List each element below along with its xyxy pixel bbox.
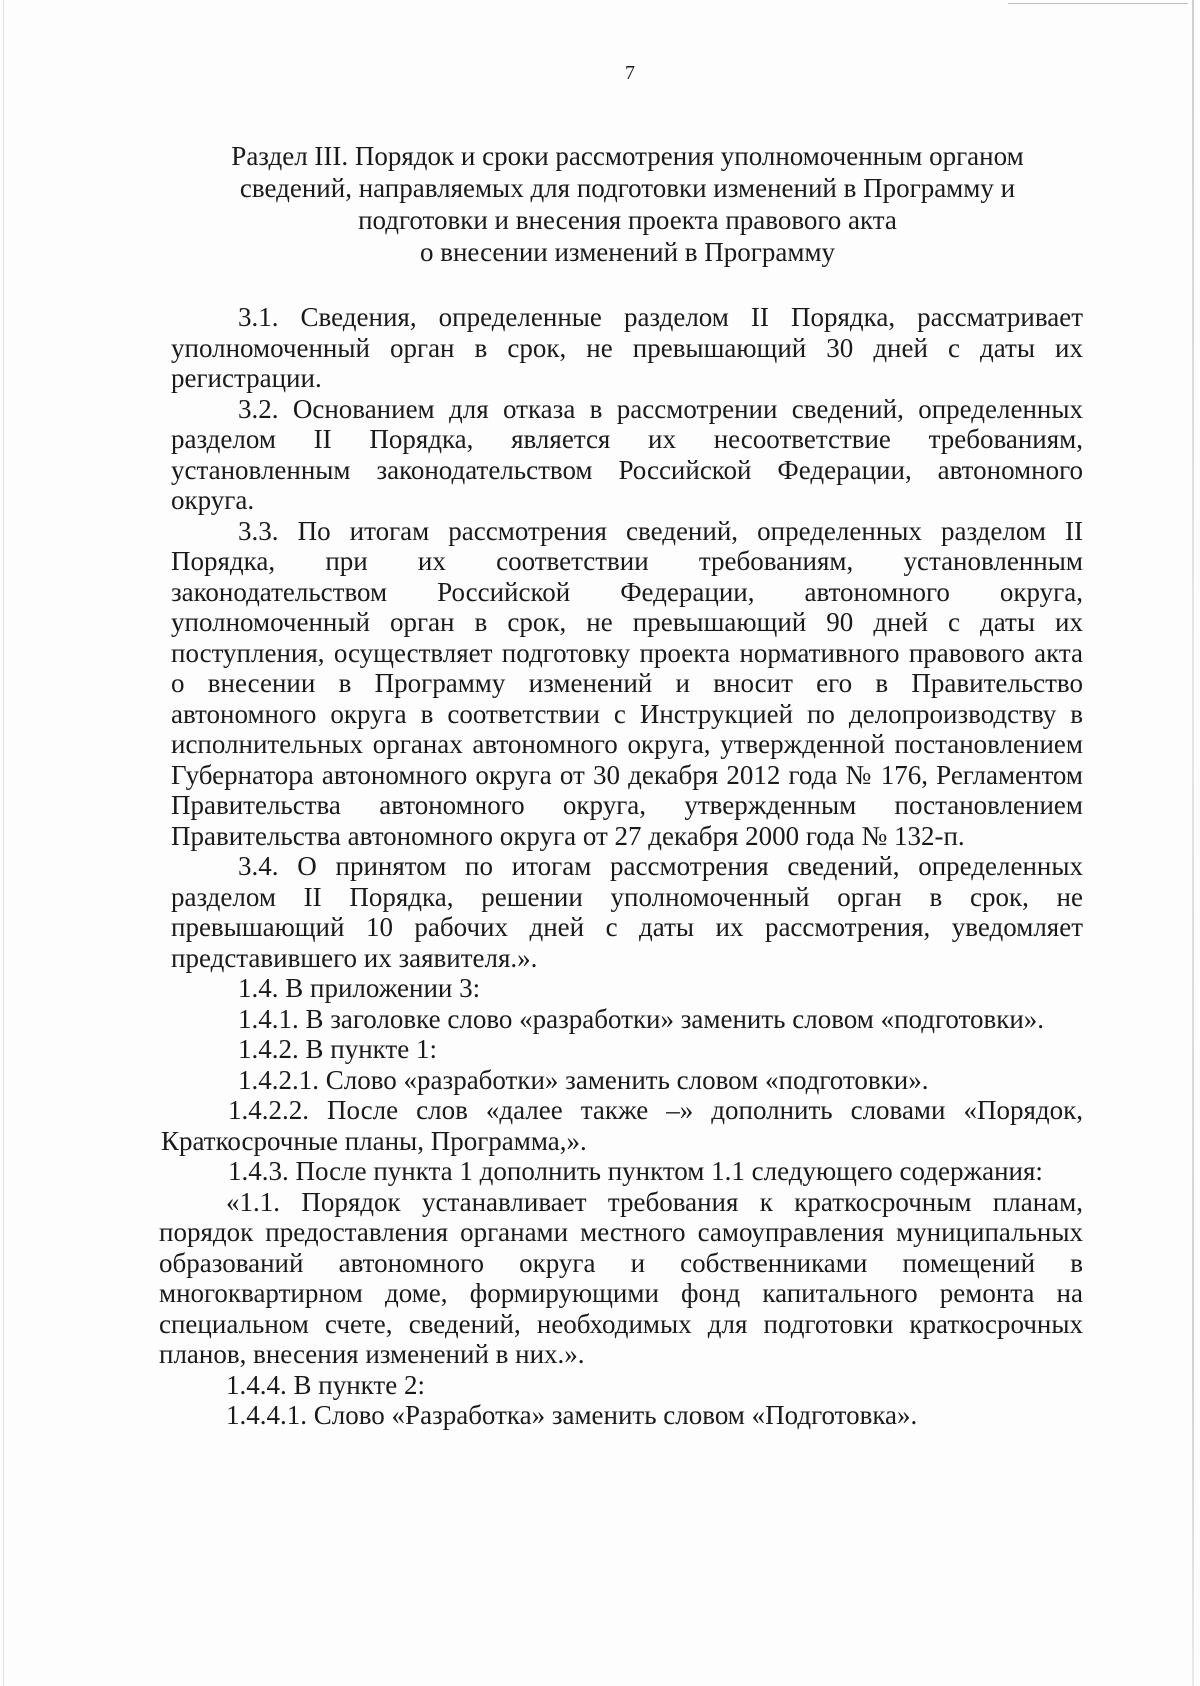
paragraph-1-4-2-1: 1.4.2.1. Слово «разработки» заменить словом «подготовки». — [238, 1064, 929, 1095]
section-heading-line: подготовки и внесения проекта правового акта — [358, 205, 897, 235]
scan-edge-right — [1192, 0, 1194, 1686]
scan-top-line — [1008, 3, 1188, 4]
section-heading — [190, 140, 1065, 268]
paragraph-quote-1-1: «1.1. Порядок устанавливает требования к краткосрочным планам, порядок предоставления органами местного самоуправления муниципальных образований автономного округа и собственниками помещений в многоквартирном доме, формирующими фонд капитального ремонта на специальном счете, сведений, необходимых для подготовки краткосрочных планов, внесения изменений в них.». — [159, 1186, 1083, 1369]
page-number: 7 — [625, 62, 635, 84]
paragraph-1-4-4-1: 1.4.4.1. Слово «Разработка» заменить словом «Подготовка». — [226, 1400, 918, 1430]
paragraph-1-4-1: 1.4.1. В заголовке слово «разработки» заменить словом «подготовки». — [238, 1003, 1045, 1034]
paragraph-3-4: 3.4. О принятом по итогам рассмотрения сведений, определенных разделом II Порядка, решении уполномоченный орган в срок, не превышающий 10 рабочих дней с даты их рассмотрения, уведомляет представившего их заявителя.». — [171, 851, 1083, 973]
paragraph-1-4-2: 1.4.2. В пункте 1: — [238, 1034, 437, 1064]
scan-edge-left — [3, 0, 4, 1686]
paragraph-1-4-4: 1.4.4. В пункте 2: — [226, 1369, 425, 1400]
paragraph-1-4-3: 1.4.3. После пункта 1 дополнить пунктом 1.1 следующего содержания: — [228, 1156, 1043, 1186]
section-heading-line: о внесении изменений в Программу — [419, 237, 836, 267]
paragraph-3-1: 3.1. Сведения, определенные разделом II Порядка, рассматривает уполномоченный орган в срок, не превышающий 30 дней с даты их регистрации. — [171, 302, 1083, 393]
document-body — [159, 302, 1083, 1431]
paragraph-3-3: 3.3. По итогам рассмотрения сведений, определенных разделом II Порядка, при их соответствии требованиям, установленным законодательством Российской Федерации, автономного округа, уполномоченный орган в срок, не превышающий 90 дней с даты их поступления, осуществляет подготовку проекта нормативного правового акта о внесении в Программу изменений и вносит его в Правительство автономного округа в соответствии с Инструкцией по делопроизводству в исполнительных органах автономного округа, утвержденной постановлением Губернатора автономного округа от 30 декабря 2012 года № 176, Регламентом Правительства автономного округа, утвержденным постановлением Правительства автономного округа от 27 декабря 2000 года № 132-п. — [171, 515, 1083, 851]
paragraph-3-2: 3.2. Основанием для отказа в рассмотрении сведений, определенных разделом II Порядка, является их несоответствие требованиям, установленным законодательством Российской Федерации, автономного округа. — [171, 393, 1083, 515]
section-heading-line: Раздел III. Порядок и сроки рассмотрения уполномоченным органом — [231, 141, 1024, 171]
paragraph-1-4-2-2: 1.4.2.2. После слов «далее также –» дополнить словами «Порядок, Краткосрочные планы, Программа,». — [161, 1095, 1083, 1156]
paragraph-1-4: 1.4. В приложении 3: — [238, 973, 481, 1003]
section-heading-line: сведений, направляемых для подготовки изменений в Программу и — [239, 173, 1016, 203]
